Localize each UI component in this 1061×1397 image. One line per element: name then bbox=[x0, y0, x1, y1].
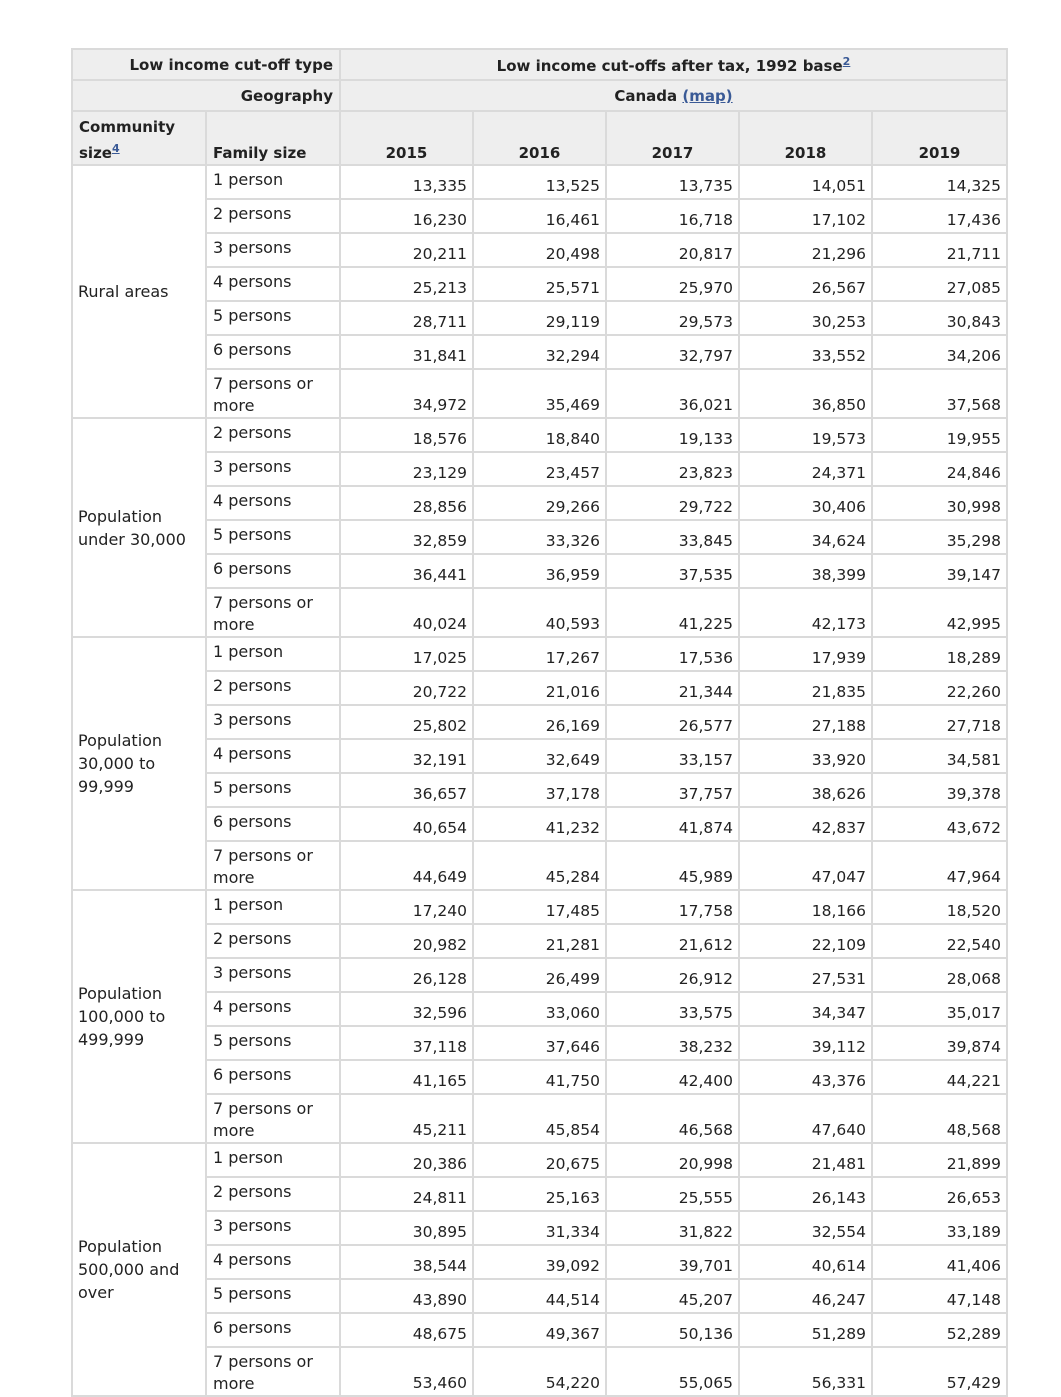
value-cell-2015: 36,441 bbox=[340, 554, 473, 588]
value-cell-2017: 23,823 bbox=[606, 452, 739, 486]
family-size-header bbox=[206, 111, 340, 165]
value-cell-2019: 34,581 bbox=[872, 739, 1007, 773]
family-size-cell: 4 persons bbox=[206, 486, 340, 520]
value-cell-2017: 31,822 bbox=[606, 1211, 739, 1245]
family-size-cell: 7 persons or more bbox=[206, 1094, 340, 1143]
family-size-cell: 4 persons bbox=[206, 267, 340, 301]
family-size-cell: 1 person bbox=[206, 1143, 340, 1177]
value-cell-2017: 33,157 bbox=[606, 739, 739, 773]
value-cell-2017: 46,568 bbox=[606, 1094, 739, 1143]
value-cell-2016: 32,649 bbox=[473, 739, 606, 773]
value-cell-2017: 41,225 bbox=[606, 588, 739, 637]
value-cell-2018: 47,640 bbox=[739, 1094, 872, 1143]
value-cell-2018: 47,047 bbox=[739, 841, 872, 890]
table-row bbox=[72, 841, 1007, 890]
value-cell-2016: 45,284 bbox=[473, 841, 606, 890]
value-cell-2018: 38,626 bbox=[739, 773, 872, 807]
value-cell-2015: 48,675 bbox=[340, 1313, 473, 1347]
family-size-cell: 7 persons or more bbox=[206, 588, 340, 637]
family-size-cell: 1 person bbox=[206, 637, 340, 671]
table-row bbox=[72, 739, 1007, 773]
family-size-cell: 4 persons bbox=[206, 1245, 340, 1279]
value-cell-2017: 32,797 bbox=[606, 335, 739, 369]
value-cell-2018: 33,552 bbox=[739, 335, 872, 369]
value-cell-2019: 30,998 bbox=[872, 486, 1007, 520]
value-cell-2016: 41,750 bbox=[473, 1060, 606, 1094]
table-row bbox=[72, 520, 1007, 554]
value-cell-2017: 37,535 bbox=[606, 554, 739, 588]
value-cell-2016: 13,525 bbox=[473, 165, 606, 199]
value-cell-2016: 20,675 bbox=[473, 1143, 606, 1177]
value-cell-2018: 27,531 bbox=[739, 958, 872, 992]
value-cell-2015: 24,811 bbox=[340, 1177, 473, 1211]
community-size-cell: Population 30,000 to 99,999 bbox=[72, 637, 206, 890]
value-cell-2018: 30,253 bbox=[739, 301, 872, 335]
value-cell-2018: 17,939 bbox=[739, 637, 872, 671]
family-size-cell: 7 persons or more bbox=[206, 1347, 340, 1396]
value-cell-2016: 20,498 bbox=[473, 233, 606, 267]
value-cell-2016: 17,485 bbox=[473, 890, 606, 924]
family-size-cell: 5 persons bbox=[206, 1279, 340, 1313]
family-size-cell: 3 persons bbox=[206, 1211, 340, 1245]
value-cell-2015: 20,982 bbox=[340, 924, 473, 958]
table-body bbox=[72, 165, 1007, 1396]
value-cell-2017: 17,536 bbox=[606, 637, 739, 671]
value-cell-2017: 17,758 bbox=[606, 890, 739, 924]
value-cell-2019: 19,955 bbox=[872, 418, 1007, 452]
lico-type-label-cell bbox=[72, 49, 340, 80]
value-cell-2015: 17,025 bbox=[340, 637, 473, 671]
value-cell-2016: 36,959 bbox=[473, 554, 606, 588]
value-cell-2015: 30,895 bbox=[340, 1211, 473, 1245]
value-cell-2015: 32,596 bbox=[340, 992, 473, 1026]
value-cell-2015: 25,802 bbox=[340, 705, 473, 739]
table-row bbox=[72, 369, 1007, 418]
value-cell-2015: 43,890 bbox=[340, 1279, 473, 1313]
value-cell-2016: 44,514 bbox=[473, 1279, 606, 1313]
value-cell-2016: 37,178 bbox=[473, 773, 606, 807]
value-cell-2015: 20,722 bbox=[340, 671, 473, 705]
value-cell-2015: 38,544 bbox=[340, 1245, 473, 1279]
value-cell-2017: 21,344 bbox=[606, 671, 739, 705]
family-size-cell: 4 persons bbox=[206, 739, 340, 773]
year-header-2015: 2015 bbox=[340, 111, 473, 165]
value-cell-2015: 32,191 bbox=[340, 739, 473, 773]
geography-label: Geography bbox=[240, 86, 333, 105]
table-row bbox=[72, 1279, 1007, 1313]
value-cell-2016: 29,119 bbox=[473, 301, 606, 335]
family-size-cell: 6 persons bbox=[206, 335, 340, 369]
year-header-2019: 2019 bbox=[872, 111, 1007, 165]
geography-label-cell bbox=[72, 80, 340, 111]
value-cell-2016: 41,232 bbox=[473, 807, 606, 841]
family-size-cell: 6 persons bbox=[206, 1060, 340, 1094]
family-size-cell: 2 persons bbox=[206, 924, 340, 958]
value-cell-2016: 45,854 bbox=[473, 1094, 606, 1143]
community-size-cell: Rural areas bbox=[72, 165, 206, 418]
value-cell-2017: 26,912 bbox=[606, 958, 739, 992]
value-cell-2018: 21,835 bbox=[739, 671, 872, 705]
value-cell-2016: 26,169 bbox=[473, 705, 606, 739]
value-cell-2019: 28,068 bbox=[872, 958, 1007, 992]
value-cell-2018: 33,920 bbox=[739, 739, 872, 773]
value-cell-2018: 19,573 bbox=[739, 418, 872, 452]
family-size-cell: 2 persons bbox=[206, 199, 340, 233]
value-cell-2019: 14,325 bbox=[872, 165, 1007, 199]
value-cell-2017: 42,400 bbox=[606, 1060, 739, 1094]
value-cell-2018: 39,112 bbox=[739, 1026, 872, 1060]
value-cell-2017: 29,573 bbox=[606, 301, 739, 335]
value-cell-2017: 38,232 bbox=[606, 1026, 739, 1060]
value-cell-2015: 31,841 bbox=[340, 335, 473, 369]
value-cell-2018: 18,166 bbox=[739, 890, 872, 924]
value-cell-2018: 32,554 bbox=[739, 1211, 872, 1245]
family-size-cell: 5 persons bbox=[206, 1026, 340, 1060]
value-cell-2019: 47,964 bbox=[872, 841, 1007, 890]
value-cell-2019: 35,298 bbox=[872, 520, 1007, 554]
table-row bbox=[72, 807, 1007, 841]
value-cell-2016: 23,457 bbox=[473, 452, 606, 486]
value-cell-2015: 13,335 bbox=[340, 165, 473, 199]
value-cell-2019: 39,147 bbox=[872, 554, 1007, 588]
table-row bbox=[72, 890, 1007, 924]
value-cell-2016: 54,220 bbox=[473, 1347, 606, 1396]
header-row-lico-type bbox=[72, 49, 1007, 80]
family-size-cell: 7 persons or more bbox=[206, 841, 340, 890]
value-cell-2019: 48,568 bbox=[872, 1094, 1007, 1143]
value-cell-2019: 37,568 bbox=[872, 369, 1007, 418]
value-cell-2019: 21,899 bbox=[872, 1143, 1007, 1177]
family-size-cell: 6 persons bbox=[206, 807, 340, 841]
community-size-header bbox=[72, 111, 206, 165]
table-row bbox=[72, 418, 1007, 452]
value-cell-2016: 49,367 bbox=[473, 1313, 606, 1347]
value-cell-2017: 33,575 bbox=[606, 992, 739, 1026]
value-cell-2017: 37,757 bbox=[606, 773, 739, 807]
family-size-cell: 2 persons bbox=[206, 418, 340, 452]
value-cell-2016: 32,294 bbox=[473, 335, 606, 369]
value-cell-2016: 40,593 bbox=[473, 588, 606, 637]
value-cell-2018: 36,850 bbox=[739, 369, 872, 418]
value-cell-2018: 27,188 bbox=[739, 705, 872, 739]
value-cell-2017: 36,021 bbox=[606, 369, 739, 418]
family-size-cell: 3 persons bbox=[206, 452, 340, 486]
value-cell-2016: 17,267 bbox=[473, 637, 606, 671]
table-row bbox=[72, 637, 1007, 671]
header-row-geography bbox=[72, 80, 1007, 111]
value-cell-2015: 53,460 bbox=[340, 1347, 473, 1396]
value-cell-2015: 32,859 bbox=[340, 520, 473, 554]
value-cell-2018: 43,376 bbox=[739, 1060, 872, 1094]
table-row bbox=[72, 452, 1007, 486]
table-row bbox=[72, 165, 1007, 199]
value-cell-2019: 17,436 bbox=[872, 199, 1007, 233]
table-row bbox=[72, 267, 1007, 301]
family-size-cell: 1 person bbox=[206, 890, 340, 924]
value-cell-2017: 50,136 bbox=[606, 1313, 739, 1347]
value-cell-2019: 24,846 bbox=[872, 452, 1007, 486]
value-cell-2017: 13,735 bbox=[606, 165, 739, 199]
value-cell-2016: 37,646 bbox=[473, 1026, 606, 1060]
value-cell-2015: 45,211 bbox=[340, 1094, 473, 1143]
value-cell-2017: 33,845 bbox=[606, 520, 739, 554]
value-cell-2019: 57,429 bbox=[872, 1347, 1007, 1396]
lico-type-label: Low income cut-off type bbox=[129, 55, 333, 74]
value-cell-2019: 33,189 bbox=[872, 1211, 1007, 1245]
value-cell-2018: 26,143 bbox=[739, 1177, 872, 1211]
geography-value: Canada bbox=[614, 86, 678, 105]
table-row bbox=[72, 773, 1007, 807]
value-cell-2015: 37,118 bbox=[340, 1026, 473, 1060]
header-row-columns bbox=[72, 111, 1007, 165]
table-row bbox=[72, 1060, 1007, 1094]
value-cell-2018: 56,331 bbox=[739, 1347, 872, 1396]
family-size-cell: 3 persons bbox=[206, 705, 340, 739]
family-size-cell: 2 persons bbox=[206, 671, 340, 705]
value-cell-2019: 52,289 bbox=[872, 1313, 1007, 1347]
footnote-link-2[interactable]: 2 bbox=[842, 54, 851, 68]
table-row bbox=[72, 924, 1007, 958]
value-cell-2019: 35,017 bbox=[872, 992, 1007, 1026]
value-cell-2018: 38,399 bbox=[739, 554, 872, 588]
family-size-cell: 6 persons bbox=[206, 1313, 340, 1347]
value-cell-2016: 33,326 bbox=[473, 520, 606, 554]
value-cell-2015: 34,972 bbox=[340, 369, 473, 418]
value-cell-2019: 30,843 bbox=[872, 301, 1007, 335]
value-cell-2018: 34,624 bbox=[739, 520, 872, 554]
value-cell-2016: 21,016 bbox=[473, 671, 606, 705]
table-row bbox=[72, 335, 1007, 369]
family-size-cell: 7 persons or more bbox=[206, 369, 340, 418]
value-cell-2016: 18,840 bbox=[473, 418, 606, 452]
value-cell-2016: 33,060 bbox=[473, 992, 606, 1026]
value-cell-2016: 35,469 bbox=[473, 369, 606, 418]
value-cell-2019: 27,085 bbox=[872, 267, 1007, 301]
value-cell-2019: 21,711 bbox=[872, 233, 1007, 267]
table-row bbox=[72, 671, 1007, 705]
family-size-cell: 3 persons bbox=[206, 958, 340, 992]
table-row bbox=[72, 705, 1007, 739]
lico-table bbox=[71, 48, 1008, 1397]
table-row bbox=[72, 1347, 1007, 1396]
value-cell-2019: 27,718 bbox=[872, 705, 1007, 739]
value-cell-2015: 25,213 bbox=[340, 267, 473, 301]
value-cell-2018: 24,371 bbox=[739, 452, 872, 486]
lico-type-value: Low income cut-offs after tax, 1992 base bbox=[496, 56, 843, 75]
value-cell-2018: 40,614 bbox=[739, 1245, 872, 1279]
community-size-label: Community size bbox=[79, 118, 176, 162]
value-cell-2018: 17,102 bbox=[739, 199, 872, 233]
value-cell-2017: 41,874 bbox=[606, 807, 739, 841]
community-size-cell: Population under 30,000 bbox=[72, 418, 206, 637]
value-cell-2018: 42,173 bbox=[739, 588, 872, 637]
family-size-cell: 2 persons bbox=[206, 1177, 340, 1211]
table-row bbox=[72, 1245, 1007, 1279]
value-cell-2017: 16,718 bbox=[606, 199, 739, 233]
value-cell-2018: 34,347 bbox=[739, 992, 872, 1026]
value-cell-2019: 18,520 bbox=[872, 890, 1007, 924]
community-size-cell: Population 500,000 and over bbox=[72, 1143, 206, 1396]
value-cell-2019: 22,540 bbox=[872, 924, 1007, 958]
value-cell-2016: 39,092 bbox=[473, 1245, 606, 1279]
family-size-cell: 5 persons bbox=[206, 301, 340, 335]
value-cell-2015: 16,230 bbox=[340, 199, 473, 233]
value-cell-2015: 41,165 bbox=[340, 1060, 473, 1094]
year-header-2018: 2018 bbox=[739, 111, 872, 165]
value-cell-2016: 25,163 bbox=[473, 1177, 606, 1211]
value-cell-2015: 20,386 bbox=[340, 1143, 473, 1177]
geography-value-cell bbox=[340, 80, 1007, 111]
value-cell-2016: 29,266 bbox=[473, 486, 606, 520]
family-size-cell: 5 persons bbox=[206, 773, 340, 807]
value-cell-2019: 43,672 bbox=[872, 807, 1007, 841]
value-cell-2015: 40,654 bbox=[340, 807, 473, 841]
map-link[interactable]: (map) bbox=[682, 86, 733, 105]
table-row bbox=[72, 486, 1007, 520]
value-cell-2019: 41,406 bbox=[872, 1245, 1007, 1279]
value-cell-2015: 18,576 bbox=[340, 418, 473, 452]
value-cell-2019: 42,995 bbox=[872, 588, 1007, 637]
table-row bbox=[72, 1026, 1007, 1060]
year-header-2017: 2017 bbox=[606, 111, 739, 165]
value-cell-2017: 20,817 bbox=[606, 233, 739, 267]
family-size-cell: 1 person bbox=[206, 165, 340, 199]
table-row bbox=[72, 1177, 1007, 1211]
value-cell-2019: 26,653 bbox=[872, 1177, 1007, 1211]
value-cell-2018: 42,837 bbox=[739, 807, 872, 841]
value-cell-2015: 28,711 bbox=[340, 301, 473, 335]
table-row bbox=[72, 1313, 1007, 1347]
table-row bbox=[72, 992, 1007, 1026]
value-cell-2015: 26,128 bbox=[340, 958, 473, 992]
value-cell-2015: 17,240 bbox=[340, 890, 473, 924]
family-size-label: Family size bbox=[213, 144, 307, 162]
family-size-cell: 4 persons bbox=[206, 992, 340, 1026]
value-cell-2017: 21,612 bbox=[606, 924, 739, 958]
value-cell-2018: 14,051 bbox=[739, 165, 872, 199]
value-cell-2017: 55,065 bbox=[606, 1347, 739, 1396]
value-cell-2018: 21,481 bbox=[739, 1143, 872, 1177]
value-cell-2015: 28,856 bbox=[340, 486, 473, 520]
table-row bbox=[72, 958, 1007, 992]
value-cell-2018: 30,406 bbox=[739, 486, 872, 520]
value-cell-2019: 39,874 bbox=[872, 1026, 1007, 1060]
value-cell-2015: 20,211 bbox=[340, 233, 473, 267]
table-row bbox=[72, 301, 1007, 335]
value-cell-2016: 31,334 bbox=[473, 1211, 606, 1245]
community-size-cell: Population 100,000 to 499,999 bbox=[72, 890, 206, 1143]
table-row bbox=[72, 199, 1007, 233]
value-cell-2016: 26,499 bbox=[473, 958, 606, 992]
value-cell-2016: 21,281 bbox=[473, 924, 606, 958]
footnote-link-4[interactable]: 4 bbox=[111, 142, 120, 155]
value-cell-2016: 16,461 bbox=[473, 199, 606, 233]
value-cell-2017: 25,970 bbox=[606, 267, 739, 301]
value-cell-2017: 29,722 bbox=[606, 486, 739, 520]
table-row bbox=[72, 233, 1007, 267]
table-row bbox=[72, 1143, 1007, 1177]
value-cell-2015: 40,024 bbox=[340, 588, 473, 637]
value-cell-2015: 44,649 bbox=[340, 841, 473, 890]
value-cell-2018: 46,247 bbox=[739, 1279, 872, 1313]
lico-type-value-cell bbox=[340, 49, 1007, 80]
value-cell-2019: 44,221 bbox=[872, 1060, 1007, 1094]
family-size-cell: 6 persons bbox=[206, 554, 340, 588]
value-cell-2017: 20,998 bbox=[606, 1143, 739, 1177]
value-cell-2015: 36,657 bbox=[340, 773, 473, 807]
value-cell-2018: 21,296 bbox=[739, 233, 872, 267]
value-cell-2019: 39,378 bbox=[872, 773, 1007, 807]
value-cell-2017: 45,989 bbox=[606, 841, 739, 890]
value-cell-2017: 19,133 bbox=[606, 418, 739, 452]
value-cell-2017: 45,207 bbox=[606, 1279, 739, 1313]
value-cell-2019: 18,289 bbox=[872, 637, 1007, 671]
table-row bbox=[72, 588, 1007, 637]
family-size-cell: 5 persons bbox=[206, 520, 340, 554]
value-cell-2018: 22,109 bbox=[739, 924, 872, 958]
value-cell-2018: 26,567 bbox=[739, 267, 872, 301]
value-cell-2019: 22,260 bbox=[872, 671, 1007, 705]
value-cell-2019: 34,206 bbox=[872, 335, 1007, 369]
year-header-2016: 2016 bbox=[473, 111, 606, 165]
table-row bbox=[72, 1094, 1007, 1143]
value-cell-2017: 25,555 bbox=[606, 1177, 739, 1211]
table-row bbox=[72, 1211, 1007, 1245]
value-cell-2015: 23,129 bbox=[340, 452, 473, 486]
value-cell-2017: 39,701 bbox=[606, 1245, 739, 1279]
table-row bbox=[72, 554, 1007, 588]
value-cell-2017: 26,577 bbox=[606, 705, 739, 739]
value-cell-2019: 47,148 bbox=[872, 1279, 1007, 1313]
value-cell-2016: 25,571 bbox=[473, 267, 606, 301]
value-cell-2018: 51,289 bbox=[739, 1313, 872, 1347]
family-size-cell: 3 persons bbox=[206, 233, 340, 267]
